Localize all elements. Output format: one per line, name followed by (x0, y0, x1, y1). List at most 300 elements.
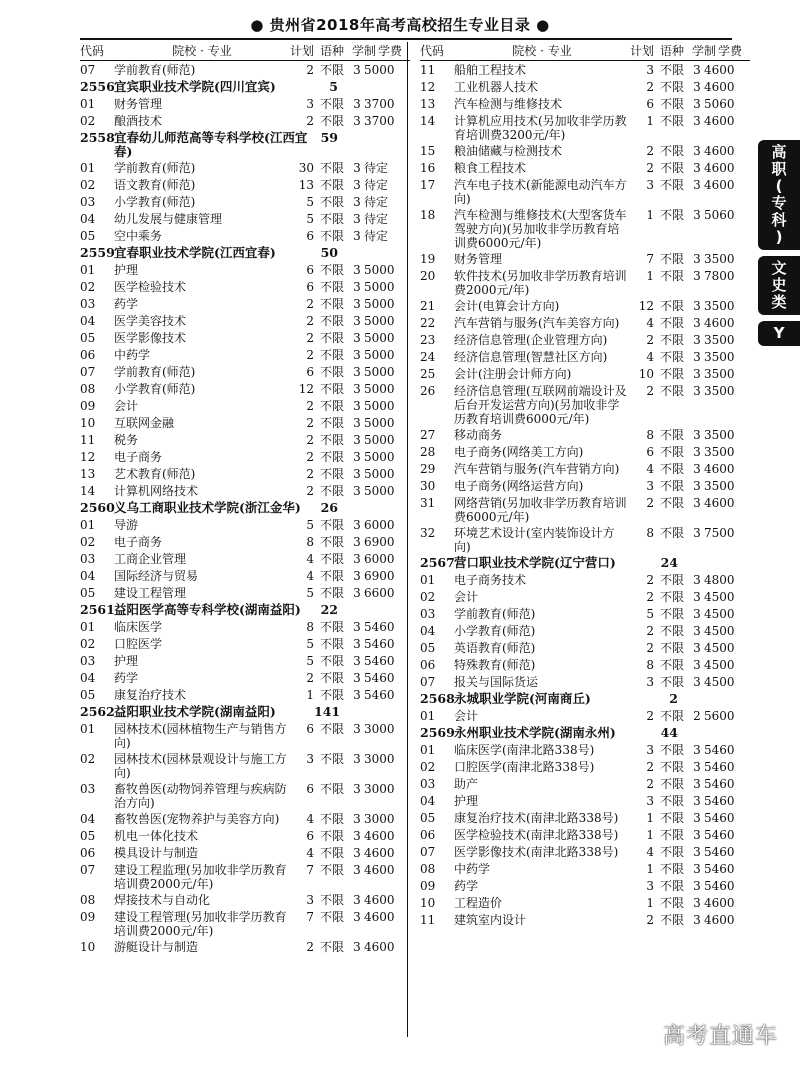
major-plan: 2 (646, 777, 654, 791)
major-plan: 3 (306, 893, 314, 907)
major-code: 05 (420, 811, 436, 825)
major-code: 10 (80, 416, 96, 430)
major-name: 医学美容技术 (114, 314, 187, 328)
right-table-body (420, 61, 750, 928)
major-language: 不限 (660, 743, 685, 757)
major-fee: 待定 (364, 178, 389, 192)
major-years: 3 (693, 828, 701, 842)
major-fee: 5000 (364, 314, 395, 328)
major-plan: 2 (646, 573, 654, 587)
major-code: 02 (420, 590, 436, 604)
major-fee: 4500 (704, 607, 735, 621)
major-plan: 6 (306, 722, 314, 736)
major-language: 不限 (320, 195, 345, 209)
major-fee: 5060 (704, 97, 735, 111)
major-language: 不限 (660, 252, 685, 266)
major-row (80, 810, 410, 827)
major-row (420, 639, 750, 656)
major-fee: 5000 (364, 280, 395, 294)
major-row (420, 426, 750, 443)
major-language: 不限 (660, 573, 685, 587)
major-code: 01 (80, 97, 96, 111)
major-fee: 5460 (364, 637, 395, 651)
major-code: 03 (80, 552, 96, 566)
major-plan: 6 (306, 280, 314, 294)
major-years: 3 (693, 161, 701, 175)
major-row (420, 206, 750, 250)
tab-level-char: 专 (771, 194, 787, 212)
major-fee: 3500 (704, 367, 735, 381)
major-language: 不限 (660, 161, 685, 175)
major-name: 中药学 (114, 348, 151, 362)
major-plan: 1 (306, 688, 314, 702)
school-plan: 44 (660, 725, 678, 740)
major-years: 3 (353, 314, 361, 328)
school-row (420, 554, 750, 571)
major-name: 医学检验技术(南津北路338号) (454, 828, 619, 842)
major-name: 工商企业管理 (114, 552, 187, 566)
major-fee: 5460 (704, 777, 735, 791)
major-plan: 30 (298, 161, 314, 175)
major-years: 3 (353, 280, 361, 294)
major-name: 计算机应用技术(另加收非学历教育培训费3200元/年) (454, 114, 627, 142)
major-code: 11 (420, 913, 436, 927)
major-code: 20 (420, 269, 436, 283)
major-code: 27 (420, 428, 436, 442)
major-row (80, 938, 410, 955)
major-language: 不限 (320, 212, 345, 226)
major-code: 09 (420, 879, 436, 893)
major-name: 汽车检测与维修技术 (454, 97, 563, 111)
major-row (420, 758, 750, 775)
major-row (420, 524, 750, 554)
major-name: 幼儿发展与健康管理 (114, 212, 223, 226)
side-tabs (758, 140, 800, 352)
major-plan: 3 (646, 178, 654, 192)
major-row (80, 278, 410, 295)
major-plan: 12 (638, 299, 654, 313)
major-row (80, 312, 410, 329)
header-years: 学制 (351, 44, 376, 58)
major-fee: 5060 (704, 208, 735, 222)
major-language: 不限 (320, 535, 345, 549)
major-row (80, 261, 410, 278)
major-code: 15 (420, 144, 436, 158)
major-row (420, 809, 750, 826)
major-plan: 7 (646, 252, 654, 266)
major-row (80, 891, 410, 908)
major-code: 10 (420, 896, 436, 910)
major-plan: 2 (646, 709, 654, 723)
major-language: 不限 (320, 863, 345, 877)
major-name: 税务 (114, 433, 139, 447)
major-years: 3 (353, 178, 361, 192)
major-years: 3 (693, 367, 701, 381)
major-name: 经济信息管理(智慧社区方向) (454, 350, 608, 364)
major-name: 护理 (454, 794, 479, 808)
major-name: 财务管理 (454, 252, 503, 266)
major-row (80, 567, 410, 584)
major-fee: 5000 (364, 263, 395, 277)
major-name: 汽车营销与服务(汽车营销方向) (454, 462, 620, 476)
major-name: 网络营销(另加收非学历教育培训费6000元/年) (454, 496, 627, 524)
major-plan: 3 (646, 675, 654, 689)
major-plan: 3 (646, 743, 654, 757)
major-fee: 7800 (704, 269, 735, 283)
major-name: 酿酒技术 (114, 114, 163, 128)
major-years: 3 (693, 743, 701, 757)
major-years: 3 (693, 252, 701, 266)
major-code: 04 (80, 212, 96, 226)
major-code: 28 (420, 445, 436, 459)
major-years: 3 (353, 893, 361, 907)
school-plan: 2 (669, 691, 678, 706)
major-row (80, 652, 410, 669)
major-name: 学前教育(师范) (114, 63, 196, 77)
major-code: 04 (420, 794, 436, 808)
major-plan: 6 (306, 263, 314, 277)
tab-level (758, 140, 800, 250)
major-years: 3 (353, 433, 361, 447)
major-plan: 6 (306, 829, 314, 843)
major-plan: 10 (638, 367, 654, 381)
major-language: 不限 (660, 709, 685, 723)
major-name: 会计(注册会计师方向) (454, 367, 572, 381)
major-years: 3 (693, 607, 701, 621)
major-row (80, 193, 410, 210)
major-code: 25 (420, 367, 436, 381)
major-years: 3 (693, 862, 701, 876)
header-code: 代码 (420, 44, 445, 58)
major-plan: 6 (646, 97, 654, 111)
major-code: 13 (80, 467, 96, 481)
major-years: 3 (693, 641, 701, 655)
major-name: 经济信息管理(企业管理方向) (454, 333, 608, 347)
school-row (420, 690, 750, 707)
major-plan: 7 (306, 910, 314, 924)
major-language: 不限 (320, 940, 345, 954)
major-years: 3 (353, 722, 361, 736)
major-row (80, 431, 410, 448)
major-name: 中药学 (454, 862, 491, 876)
major-language: 不限 (660, 913, 685, 927)
major-plan: 3 (646, 879, 654, 893)
major-row (420, 775, 750, 792)
major-language: 不限 (320, 722, 345, 736)
school-row (80, 78, 410, 95)
major-row (420, 877, 750, 894)
major-fee: 3500 (704, 299, 735, 313)
major-language: 不限 (320, 365, 345, 379)
major-name: 模具设计与制造 (114, 846, 199, 860)
major-years: 3 (693, 526, 701, 540)
major-plan: 4 (646, 845, 654, 859)
major-name: 学前教育(师范) (114, 365, 196, 379)
major-code: 02 (80, 752, 96, 766)
major-plan: 5 (306, 212, 314, 226)
major-fee: 5000 (364, 331, 395, 345)
major-plan: 12 (298, 382, 314, 396)
major-years: 3 (693, 63, 701, 77)
school-code: 2569 (420, 725, 455, 740)
major-row (80, 210, 410, 227)
major-language: 不限 (660, 658, 685, 672)
tab-letter-text: Y (773, 324, 785, 342)
major-fee: 待定 (364, 161, 389, 175)
school-code: 2558 (80, 130, 115, 145)
major-language: 不限 (320, 518, 345, 532)
major-name: 学前教育(师范) (114, 161, 196, 175)
major-row (80, 550, 410, 567)
major-code: 09 (80, 910, 96, 924)
major-plan: 3 (306, 97, 314, 111)
major-years: 3 (353, 97, 361, 111)
major-language: 不限 (660, 590, 685, 604)
major-plan: 1 (646, 828, 654, 842)
major-fee: 6000 (364, 518, 395, 532)
major-row (80, 584, 410, 601)
major-plan: 1 (646, 896, 654, 910)
major-name: 医学影像技术 (114, 331, 187, 345)
major-language: 不限 (660, 208, 685, 222)
major-row (420, 365, 750, 382)
major-language: 不限 (320, 280, 345, 294)
major-fee: 5460 (704, 811, 735, 825)
major-language: 不限 (660, 496, 685, 510)
major-code: 08 (420, 862, 436, 876)
major-years: 3 (353, 782, 361, 796)
major-name: 建设工程管理(另加收非学历教育培训费2000元/年) (114, 910, 287, 938)
major-plan: 5 (646, 607, 654, 621)
major-fee: 4500 (704, 641, 735, 655)
major-name: 护理 (114, 654, 139, 668)
major-code: 04 (80, 314, 96, 328)
major-name: 经济信息管理(互联网前端设计及后台开发运营方向)(另加收非学历教育培训费6000元/年) (454, 384, 627, 426)
major-name: 电子商务 (114, 535, 163, 549)
major-row (420, 348, 750, 365)
major-code: 07 (420, 845, 436, 859)
major-language: 不限 (320, 263, 345, 277)
major-row (80, 397, 410, 414)
major-row (80, 720, 410, 750)
major-years: 3 (353, 467, 361, 481)
major-row (80, 516, 410, 533)
major-row (420, 250, 750, 267)
major-plan: 5 (306, 654, 314, 668)
major-fee: 5000 (364, 63, 395, 77)
major-plan: 2 (646, 760, 654, 774)
major-code: 17 (420, 178, 436, 192)
major-years: 3 (693, 428, 701, 442)
major-name: 导游 (114, 518, 139, 532)
school-code: 2562 (80, 704, 115, 719)
major-code: 02 (80, 535, 96, 549)
major-years: 3 (693, 658, 701, 672)
major-name: 电子商务(网络美工方向) (454, 445, 584, 459)
major-code: 06 (80, 348, 96, 362)
major-name: 会计 (114, 399, 139, 413)
major-name: 焊接技术与自动化 (114, 893, 211, 907)
major-years: 3 (353, 399, 361, 413)
school-name: 宜春幼儿师范高等专科学校(江西宜春) (114, 130, 308, 159)
major-years: 3 (353, 229, 361, 243)
major-years: 3 (353, 812, 361, 826)
major-name: 汽车电子技术(新能源电动汽车方向) (454, 178, 627, 206)
major-plan: 6 (306, 782, 314, 796)
major-row (80, 686, 410, 703)
major-language: 不限 (320, 467, 345, 481)
major-code: 07 (80, 63, 96, 77)
major-language: 不限 (660, 144, 685, 158)
major-plan: 8 (646, 526, 654, 540)
major-years: 3 (693, 299, 701, 313)
major-years: 3 (353, 586, 361, 600)
major-name: 语文教育(师范) (114, 178, 196, 192)
major-row (420, 843, 750, 860)
major-code: 02 (80, 280, 96, 294)
major-row (420, 588, 750, 605)
major-years: 3 (693, 462, 701, 476)
major-language: 不限 (320, 161, 345, 175)
major-years: 3 (353, 348, 361, 362)
major-fee: 4800 (704, 573, 735, 587)
major-years: 3 (693, 114, 701, 128)
major-language: 不限 (320, 229, 345, 243)
major-fee: 3500 (704, 252, 735, 266)
major-fee: 5000 (364, 365, 395, 379)
school-name: 义乌工商职业技术学院(浙江金华) (114, 500, 301, 515)
major-code: 05 (80, 586, 96, 600)
major-fee: 6600 (364, 586, 395, 600)
major-language: 不限 (660, 350, 685, 364)
tab-level-char: 职 (771, 160, 787, 178)
school-name: 宜宾职业技术学院(四川宜宾) (114, 79, 276, 94)
major-language: 不限 (660, 526, 685, 540)
major-fee: 3000 (364, 752, 395, 766)
major-row (80, 227, 410, 244)
major-code: 03 (420, 777, 436, 791)
major-years: 3 (693, 845, 701, 859)
major-row (80, 861, 410, 891)
major-plan: 2 (646, 913, 654, 927)
major-language: 不限 (320, 484, 345, 498)
major-plan: 2 (306, 297, 314, 311)
major-fee: 4600 (704, 913, 735, 927)
major-fee: 5460 (704, 743, 735, 757)
tab-level-char: ( (775, 177, 783, 195)
major-fee: 4600 (704, 496, 735, 510)
major-row (420, 826, 750, 843)
major-row (80, 414, 410, 431)
school-plan: 26 (320, 500, 338, 515)
major-language: 不限 (320, 910, 345, 924)
major-plan: 8 (646, 428, 654, 442)
major-code: 03 (80, 654, 96, 668)
major-years: 3 (693, 794, 701, 808)
major-row (80, 61, 410, 78)
major-code: 03 (80, 195, 96, 209)
major-name: 英语教育(师范) (454, 641, 536, 655)
major-fee: 5460 (704, 794, 735, 808)
major-name: 畜牧兽医(动物饲养管理与疾病防治方向) (114, 782, 287, 810)
major-fee: 3500 (704, 333, 735, 347)
major-row (420, 314, 750, 331)
major-row (80, 635, 410, 652)
major-code: 23 (420, 333, 436, 347)
major-years: 3 (353, 552, 361, 566)
major-row (420, 656, 750, 673)
right-column (420, 42, 750, 928)
major-language: 不限 (320, 382, 345, 396)
school-code: 2559 (80, 245, 115, 260)
major-name: 建设工程管理 (114, 586, 187, 600)
major-plan: 1 (646, 862, 654, 876)
major-language: 不限 (660, 428, 685, 442)
school-code: 2560 (80, 500, 115, 515)
major-name: 护理 (114, 263, 139, 277)
major-language: 不限 (320, 552, 345, 566)
major-language: 不限 (320, 63, 345, 77)
major-name: 软件技术(另加收非学历教育培训费2000元/年) (454, 269, 627, 297)
major-fee: 6000 (364, 552, 395, 566)
major-plan: 5 (306, 195, 314, 209)
major-name: 工业机器人技术 (454, 80, 539, 94)
major-fee: 4600 (364, 829, 395, 843)
major-years: 3 (353, 365, 361, 379)
major-language: 不限 (660, 462, 685, 476)
major-row (420, 267, 750, 297)
major-plan: 3 (646, 63, 654, 77)
major-name: 工程造价 (454, 896, 503, 910)
major-fee: 4600 (704, 896, 735, 910)
major-code: 31 (420, 496, 436, 510)
header-lang: 语种 (660, 44, 685, 58)
major-row (420, 142, 750, 159)
major-language: 不限 (320, 671, 345, 685)
column-divider (407, 42, 408, 1037)
major-code: 03 (80, 782, 96, 796)
major-fee: 5000 (364, 467, 395, 481)
major-name: 环境艺术设计(室内装饰设计方向) (454, 526, 615, 554)
major-years: 3 (353, 535, 361, 549)
major-code: 22 (420, 316, 436, 330)
major-fee: 5000 (364, 433, 395, 447)
school-plan: 141 (314, 704, 341, 719)
major-years: 3 (693, 879, 701, 893)
major-name: 会计(电算会计方向) (454, 299, 560, 313)
major-code: 07 (80, 365, 96, 379)
major-plan: 7 (306, 863, 314, 877)
major-years: 3 (353, 688, 361, 702)
major-fee: 5460 (704, 760, 735, 774)
school-row (420, 724, 750, 741)
major-language: 不限 (660, 879, 685, 893)
major-language: 不限 (660, 624, 685, 638)
major-name: 财务管理 (114, 97, 163, 111)
major-plan: 2 (646, 333, 654, 347)
major-years: 3 (693, 573, 701, 587)
major-language: 不限 (320, 620, 345, 634)
major-row (420, 331, 750, 348)
major-years: 3 (693, 496, 701, 510)
major-fee: 5460 (704, 845, 735, 859)
major-name: 园林技术(园林景观设计与施工方向) (114, 752, 287, 780)
major-fee: 5460 (704, 862, 735, 876)
major-language: 不限 (320, 314, 345, 328)
major-code: 11 (420, 63, 436, 77)
major-plan: 2 (306, 399, 314, 413)
major-plan: 4 (646, 462, 654, 476)
